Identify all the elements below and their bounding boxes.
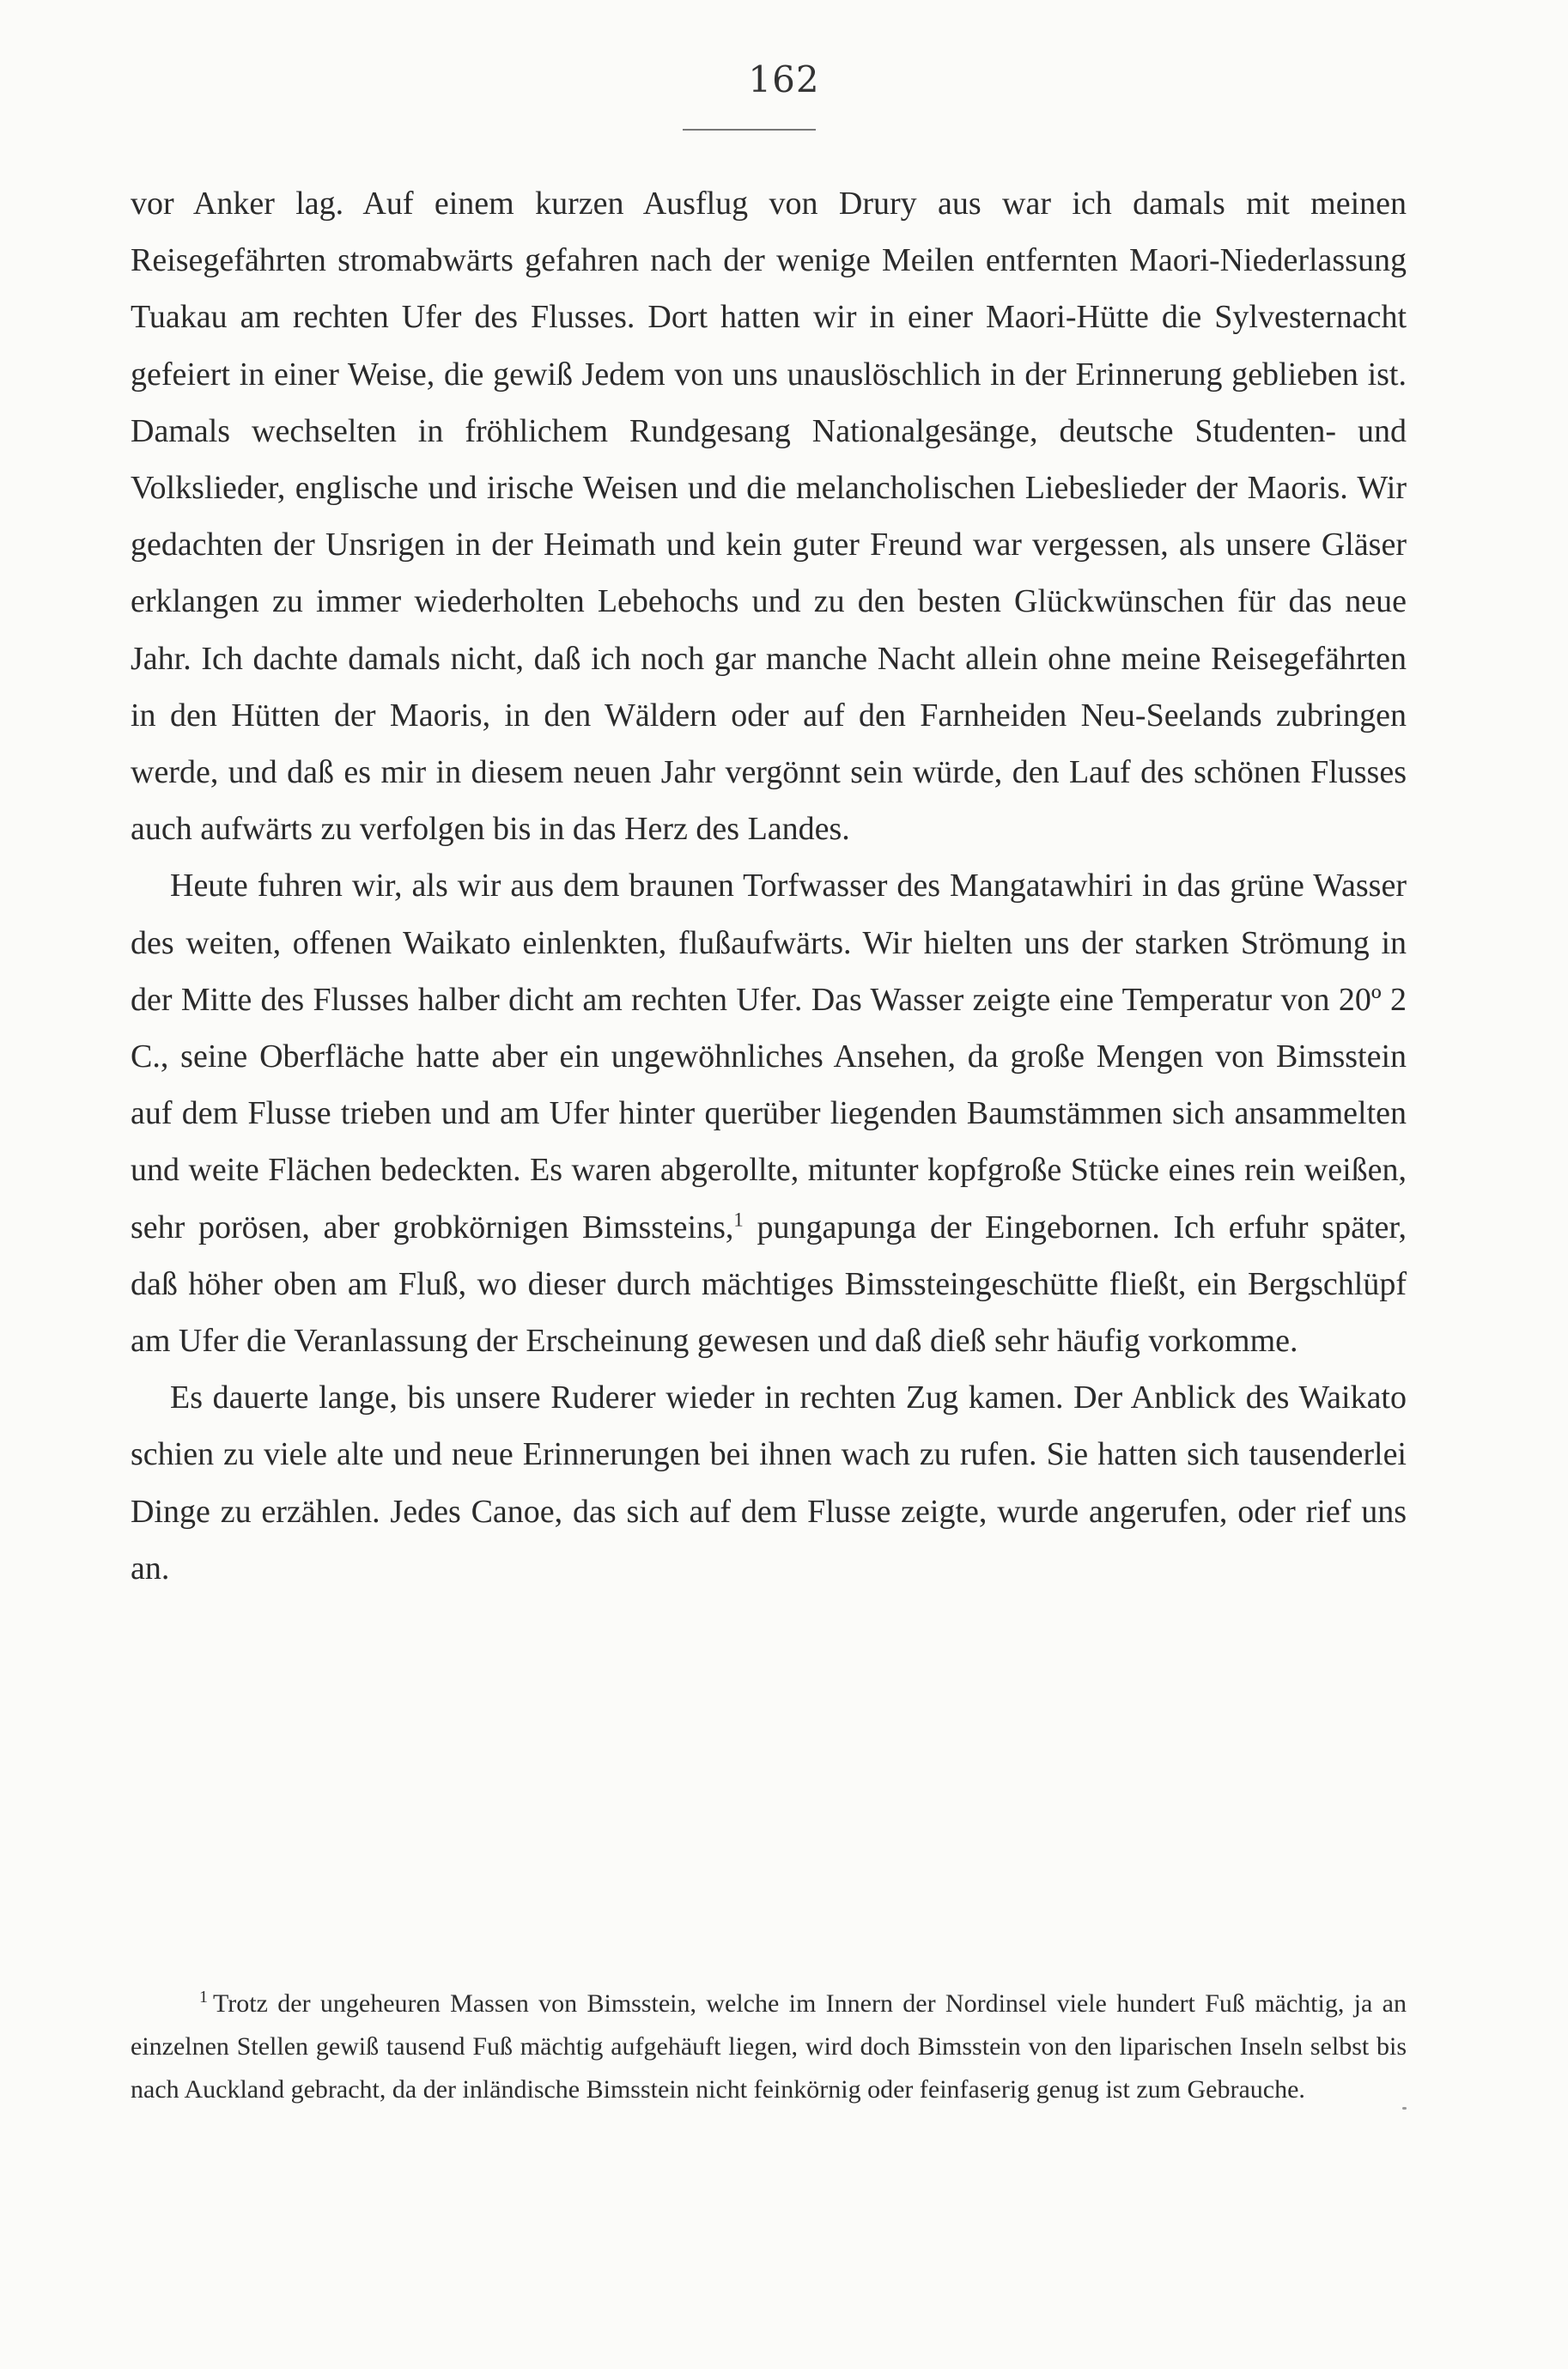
header-rule — [683, 129, 816, 131]
footnote-reference: 1 — [733, 1209, 744, 1230]
footnote-mark: 1 — [199, 1988, 208, 2007]
footnotes — [131, 1982, 1407, 2111]
paragraph-2 — [131, 857, 1407, 1369]
main-text — [131, 175, 1407, 1597]
footnote-text: Trotz der ungeheuren Massen von Bimsstein, welche im Innern der Nordinsel viele hundert Fuß mächtig, ja an einzelnen Stellen gewiß tausend Fuß mächtig aufgehäuft liegen, wird doch Bimsstein von den liparischen Inseln selbst bis nach Auckland gebracht, da der inländische Bimsstein nicht feinkörnig oder feinfaserig genug ist zum Gebrauche. — [131, 1989, 1407, 2104]
paragraph-2-part-1: Heute fuhren wir, als wir aus dem braunen Torfwasser des Mangatawhiri in das grüne Wasser des weiten, offenen Waikato einlenkten, flußaufwärts. Wir hielten uns der starken Strömung in der Mitte des Flusses halber dicht am rechten Ufer. Das Wasser zeigte eine Temperatur von 20º 2 C., seine Oberfläche hatte aber ein ungewöhnliches Ansehen, da große Mengen von Bimsstein auf dem Flusse trieben und am Ufer hinter querüber liegenden Baumstämmen sich ansammelten und weite Flächen bedeckten. Es waren abgerollte, mitunter kopfgroße Stücke eines rein weißen, sehr porösen, aber grobkörnigen Bimssteins, — [131, 868, 1407, 1245]
paragraph-1: vor Anker lag. Auf einem kurzen Ausflug von Drury aus war ich damals mit meinen Reisegefährten stromabwärts gefahren nach der wenige Meilen entfernten Maori-Niederlassung Tuakau am rechten Ufer des Flusses. Dort hatten wir in einer Maori-Hütte die Sylvesternacht gefeiert in einer Weise, die gewiß Jedem von uns unauslöschlich in der Erinnerung geblieben ist. Damals wechselten in fröhlichem Rundgesang Nationalgesänge, deutsche Studenten- und Volkslieder, englische und irische Weisen und die melancholischen Liebeslieder der Maoris. Wir gedachten der Unsrigen in der Heimath und kein guter Freund war vergessen, als unsere Gläser erklangen zu immer wiederholten Lebehochs und zu den besten Glückwünschen für das neue Jahr. Ich dachte damals nicht, daß ich noch gar manche Nacht allein ohne meine Reisegefährten in den Hütten der Maoris, in den Wäldern oder auf den Farnheiden Neu-Seelands zubringen werde, und daß es mir in diesem neuen Jahr vergönnt sein würde, den Lauf des schönen Flusses auch aufwärts zu verfolgen bis in das Herz des Landes. — [131, 186, 1407, 848]
footnote-1 — [131, 1982, 1407, 2111]
paragraph-3: Es dauerte lange, bis unsere Ruderer wieder in rechten Zug kamen. Der Anblick des Waikato schien zu viele alte und neue Erinnerungen bei ihnen wach zu rufen. Sie hatten sich tausenderlei Dinge zu erzählen. Jedes Canoe, das sich auf dem Flusse zeigte, wurde angerufen, oder rief uns an. — [131, 1379, 1407, 1586]
print-speck — [1402, 2107, 1407, 2110]
page-number: 162 — [748, 58, 820, 100]
paragraph-2-part-2: pungapunga der Eingebornen. Ich erfuhr später, daß höher oben am Fluß, wo dieser durch mächtiges Bimssteingeschütte fließt, ein Bergschlüpf am Ufer die Veranlassung der Erscheinung gewesen und daß dieß sehr häufig vorkomme. — [131, 1209, 1407, 1360]
